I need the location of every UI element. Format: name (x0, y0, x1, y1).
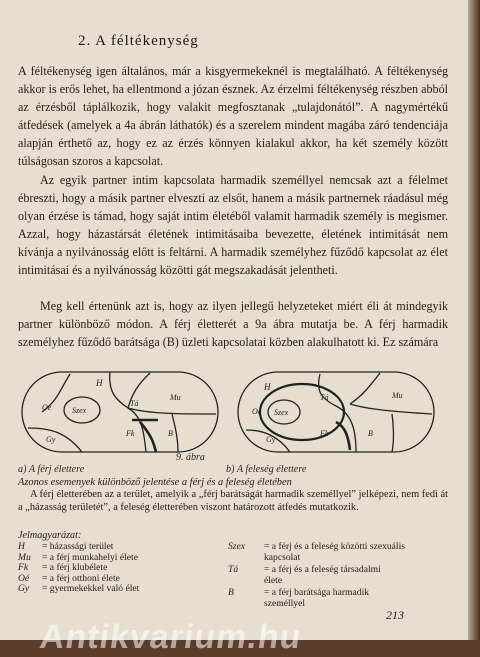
legend-item (18, 584, 218, 595)
legend-code: Oé (18, 572, 30, 584)
paragraph-3 (18, 297, 448, 351)
label-b-szex: Szex (274, 408, 289, 417)
legend-right (228, 542, 438, 610)
legend-desc: = gyermekekkel való élet (42, 583, 140, 595)
label-b-ta: Tá (320, 393, 329, 402)
label-a-mu: Mu (170, 393, 181, 402)
legend-desc: = a férj otthoni élete (42, 572, 120, 584)
label-a-h: H (96, 378, 103, 388)
label-b-fk: Fk (320, 429, 329, 438)
paragraph-2-text: Az egyik partner intim kapcsolata harmadik személlyel nemcsak azt a félelmet ébreszti, hogy a másik partner elveszti az elsőt, hanem a másik partnernek ráadásul még olyan érzése is támad, hogy saját intim életéből valamit harmadik személy is megismer. Azzal, hogy házastársát életének intimitásaiba bevezette, életének intimitását nem kívánja a nyilvánosság előtt is feltárni. A harmadik személyhez fűződő kapcsolat az élet intimitásai és a nyilvánosság közötti gát megszakadását jelentheti. (18, 173, 448, 278)
label-a-oe: Oé (42, 403, 52, 412)
section-heading: 2. A féltékenység (78, 33, 199, 49)
label-b-gy: Gy (266, 435, 276, 444)
life-space-diagram (20, 370, 440, 454)
paragraph-3-text: Meg kell értenünk azt is, hogy az ilyen jellegű helyzeteket miért éli át mindegyik partner különböző módon. A férj életterét a 9a ábra mutatja be. A férj harmadik személyhez fűződő barátsága (B) üzleti kapcsolatai közben alakulhatott ki. Ez számára (18, 299, 448, 350)
paragraph-2 (18, 171, 448, 279)
legend-code: Szex (228, 541, 246, 552)
legend-item (228, 565, 438, 586)
label-a-fk: Fk (126, 429, 135, 438)
figure-note (18, 477, 448, 514)
legend-desc: = a férj klubélete (42, 562, 108, 574)
paragraph-1-text: A féltékenység igen általános, már a kisgyermekeknél is megtalálható. A féltékenység akkor is erős lehet, ha ellentmond a józan észnek. Az érzelmi féltékenység részben abból az érzésből táplálkozik, hogy valakit megfosztanak „tulajdonától”. A nagymértékű átfedések (amelyek a 4a ábrán láthatók) és a szerelem mindent magába záró tendenciája alapján érthető az, hogy ez az érzés könnyen kialakul akkor, ha két személy között túlságosan szoros a kapcsolat. (18, 64, 448, 169)
legend-code: Fk (18, 562, 29, 574)
label-b-mu: Mu (392, 391, 403, 400)
legend-left (18, 542, 218, 595)
legend-code: Tá (228, 564, 239, 576)
legend-desc: = a férj munkahelyi élete (42, 551, 138, 563)
figure-note-line-2: A férj életterében az a terület, amelyik a „férj barátságát harmadik személlyel” jelképezi, nem fedi át a „házasság területét”, a feleség életterében viszont határozott átfedés mutatkozik. (18, 489, 449, 513)
label-a-gy: Gy (46, 435, 56, 444)
label-b-h: H (264, 382, 271, 392)
label-a-ta: Tá (130, 399, 139, 408)
legend-desc: = házassági terület (42, 541, 114, 552)
label-b-oe: Oé (252, 407, 262, 416)
caption-a: a) A férj élettere (18, 464, 85, 475)
legend-desc: = a férj barátsága harmadik személlyel (264, 587, 370, 609)
label-a-szex: Szex (72, 406, 87, 415)
book-edge (468, 0, 480, 640)
caption-b: b) A feleség élettere (226, 464, 307, 475)
legend-desc: = a férj és a feleség társadalmi élete (264, 564, 381, 586)
legend-item (228, 542, 438, 563)
legend-item (228, 588, 438, 609)
label-b-b: B (368, 429, 373, 438)
label-a-b: B (168, 429, 173, 438)
legend-item (18, 542, 218, 553)
legend-code: Gy (18, 583, 30, 595)
legend-code: H (18, 541, 25, 552)
legend-code: Mu (18, 551, 31, 563)
watermark: Antikvarium.hu (37, 618, 305, 656)
legend-desc: = a férj és a feleség közötti szexuális kapcsolat (264, 541, 405, 563)
legend-code: B (228, 587, 234, 599)
figure-number: 9. ábra (176, 452, 205, 463)
page-number: 213 (386, 608, 404, 622)
paragraph-1 (18, 62, 448, 170)
figure-note-line-1: Azonos esemenyek különböző jelentése a férj és a feleség életében (18, 477, 292, 488)
legend-title: Jelmagyarázat: (18, 530, 82, 541)
